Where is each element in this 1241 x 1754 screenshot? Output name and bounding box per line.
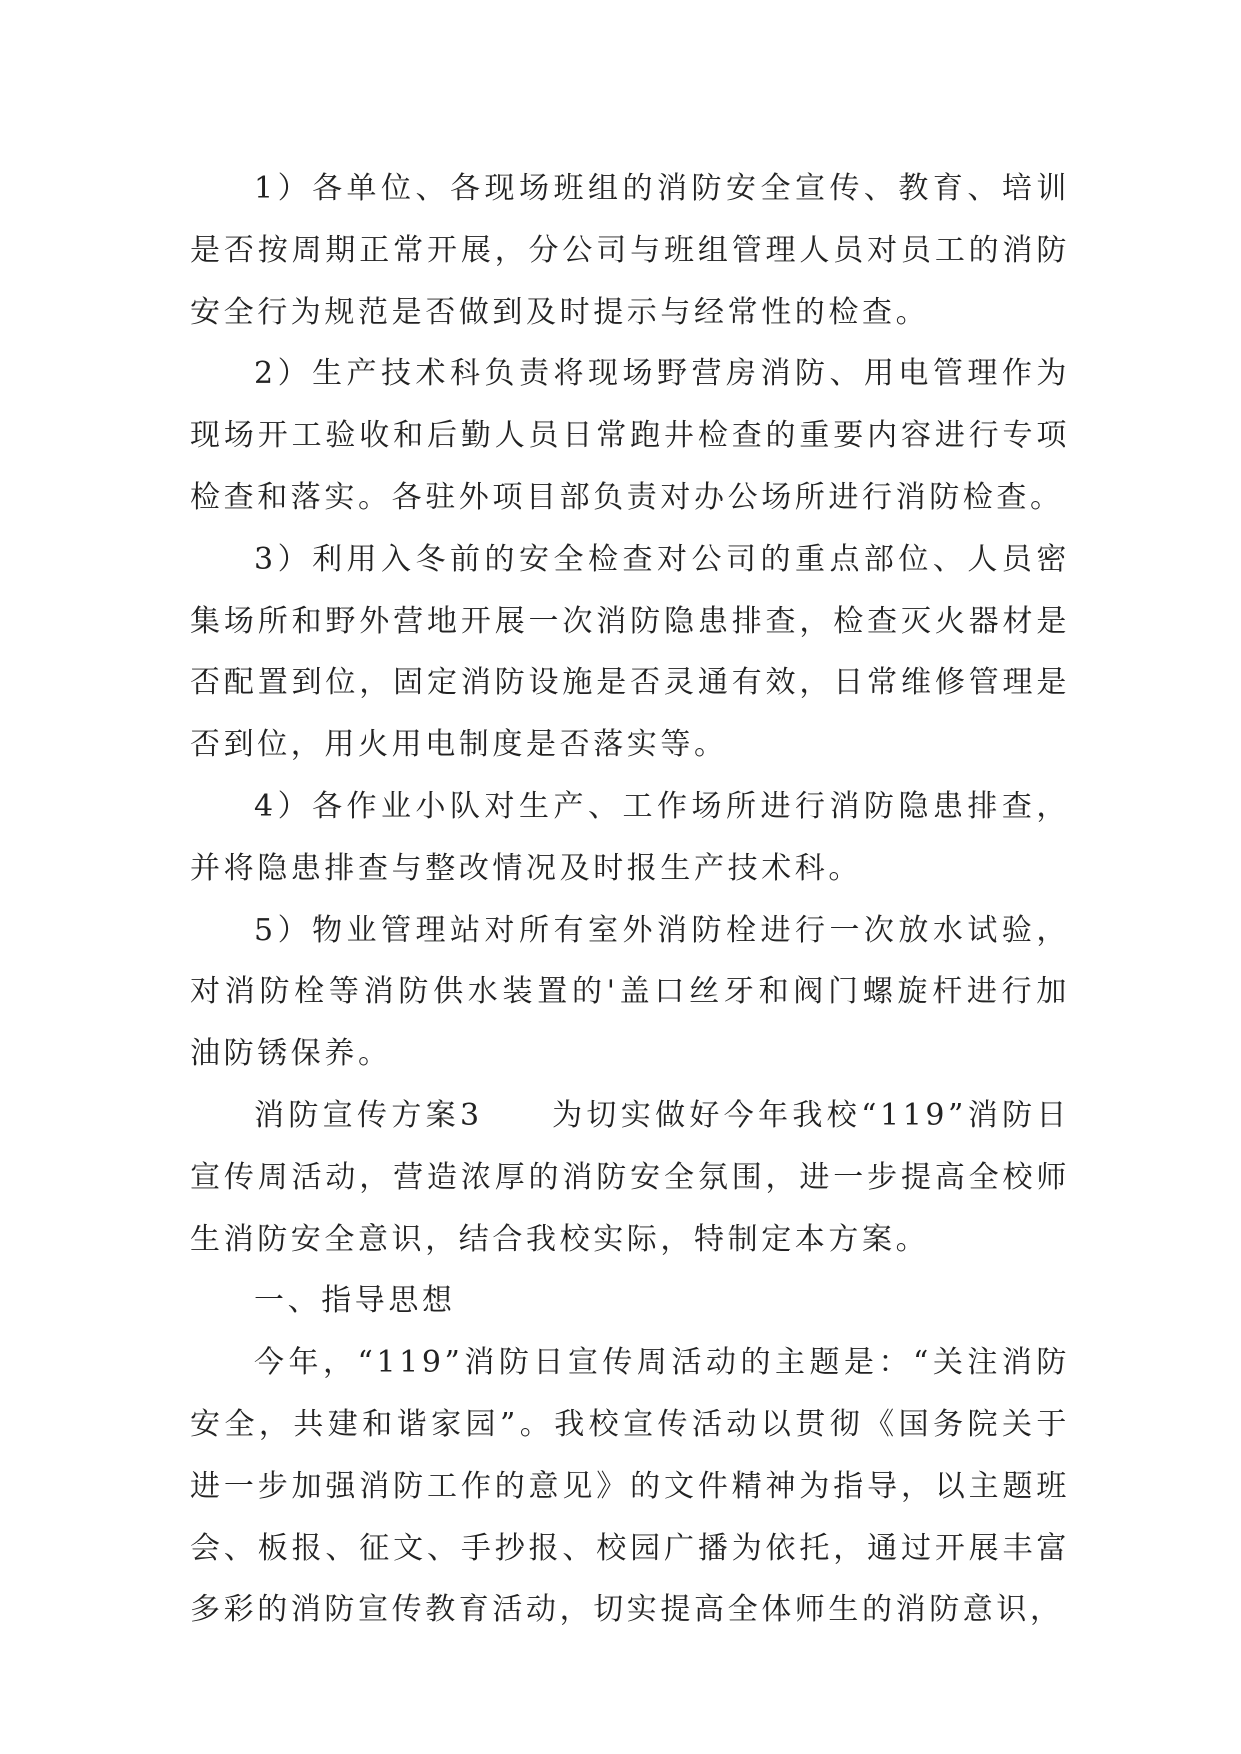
- paragraph-item-2: 2）生产技术科负责将现场野营房消防、用电管理作为现场开工验收和后勤人员日常跑井检查的重要内容进行专项检查和落实。各驻外项目部负责对办公场所进行消防检查。: [190, 356, 1070, 515]
- section-heading-guiding-thought: 一、指导思想: [254, 1283, 456, 1319]
- paragraph-item-4: 4）各作业小队对生产、工作场所进行消防隐患排查，并将隐患排查与整改情况及时报生产技术科。: [190, 788, 1070, 886]
- paragraph-plan-intro: 消防宣传方案3 为切实做好今年我校“119”消防日宣传周活动，营造浓厚的消防安全氛围，进一步提高全校师生消防安全意识，结合我校实际，特制定本方案。: [190, 1097, 1070, 1257]
- paragraph-item-5: 5）物业管理站对所有室外消防栓进行一次放水试验，对消防栓等消防供水装置的'盖口丝牙和阀门螺旋杆进行加油防锈保养。: [190, 912, 1070, 1072]
- paragraph-item-1: 1）各单位、各现场班组的消防安全宣传、教育、培训是否按周期正常开展，分公司与班组管理人员对员工的消防安全行为规范是否做到及时提示与经常性的检查。: [190, 171, 1070, 330]
- paragraph-item-3: 3）利用入冬前的安全检查对公司的重点部位、人员密集场所和野外营地开展一次消防隐患排查，检查灭火器材是否配置到位，固定消防设施是否灵通有效，日常维修管理是否到位，用火用电制度是否落实等。: [190, 541, 1070, 763]
- paragraph-guiding-thought: 今年，“119”消防日宣传周活动的主题是：“关注消防安全，共建和谐家园”。我校宣传活动以贯彻《国务院关于进一步加强消防工作的意见》的文件精神为指导，以主题班会、板报、征文、手抄报、校园广播为依托，通过开展丰富多彩的消防宣传教育活动，切实提高全体师生的消防意识，: [190, 1345, 1070, 1628]
- document-body: [190, 158, 1070, 1641]
